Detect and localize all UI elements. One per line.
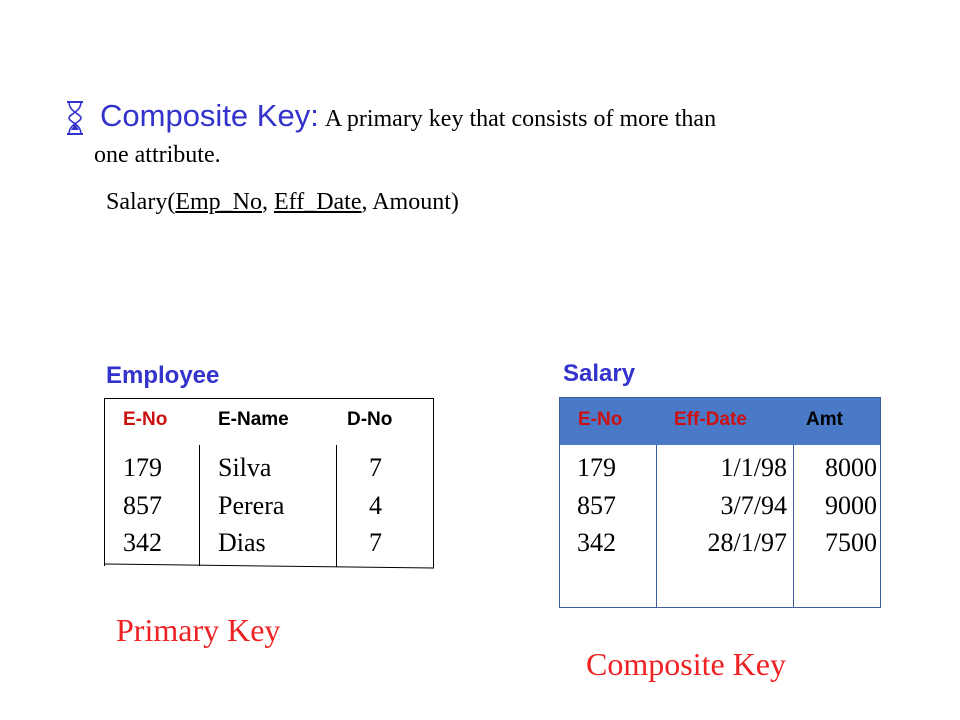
employee-cell: 342: [123, 528, 162, 557]
employee-top-border: [104, 398, 434, 399]
employee-cell: 4: [369, 491, 382, 520]
salary-header-amt: Amt: [806, 409, 843, 430]
salary-cell: 1/1/98: [720, 453, 787, 482]
employee-cell: 179: [123, 453, 162, 482]
employee-cell: 857: [123, 491, 162, 520]
salary-cell: 3/7/94: [720, 491, 787, 520]
salary-cell: 7500: [825, 528, 877, 557]
salary-col-divider: [793, 445, 794, 607]
salary-cell: 857: [577, 491, 616, 520]
employee-col-divider: [336, 445, 337, 567]
salary-cell: 9000: [825, 491, 877, 520]
employee-bottom-border: [104, 560, 436, 572]
definition-heading: [100, 98, 716, 134]
relation-sep: ,: [361, 189, 373, 215]
salary-table-title: Salary: [563, 360, 636, 387]
employee-cell: 7: [369, 528, 382, 557]
relation-schema: [106, 189, 459, 216]
hourglass-icon: [60, 98, 90, 138]
composite-key-caption: Composite Key: [586, 646, 786, 682]
employee-header-e-no: E-No: [123, 409, 168, 430]
definition-text: A primary key that consists of more than: [324, 106, 717, 132]
salary-col-divider: [656, 445, 657, 607]
employee-header-e-name: E-Name: [218, 409, 289, 430]
salary-cell: 342: [577, 528, 616, 557]
employee-table-title: Employee: [106, 362, 220, 389]
definition-continuation: one attribute.: [94, 142, 221, 168]
employee-cell: Dias: [218, 528, 266, 557]
salary-header-eff-date: Eff-Date: [674, 409, 747, 430]
relation-suffix: ): [450, 189, 459, 215]
relation-prefix: Salary(: [106, 189, 176, 215]
employee-header-d-no: D-No: [347, 409, 393, 430]
relation-attr-emp-no: Emp_No: [175, 189, 262, 215]
employee-cell: Perera: [218, 491, 285, 520]
relation-attr-amount: Amount: [372, 189, 451, 215]
salary-cell: 8000: [825, 453, 877, 482]
salary-header-e-no: E-No: [578, 409, 623, 430]
employee-left-border: [104, 398, 105, 566]
employee-cell: Silva: [218, 453, 272, 482]
employee-col-divider: [199, 445, 200, 566]
employee-right-border: [433, 398, 434, 568]
salary-cell: 28/1/97: [707, 528, 787, 557]
relation-sep: ,: [261, 189, 274, 215]
primary-key-caption: Primary Key: [116, 612, 281, 648]
relation-attr-eff-date: Eff_Date: [273, 189, 362, 215]
term-label: Composite Key:: [100, 98, 319, 133]
employee-cell: 7: [369, 453, 382, 482]
salary-cell: 179: [577, 453, 616, 482]
